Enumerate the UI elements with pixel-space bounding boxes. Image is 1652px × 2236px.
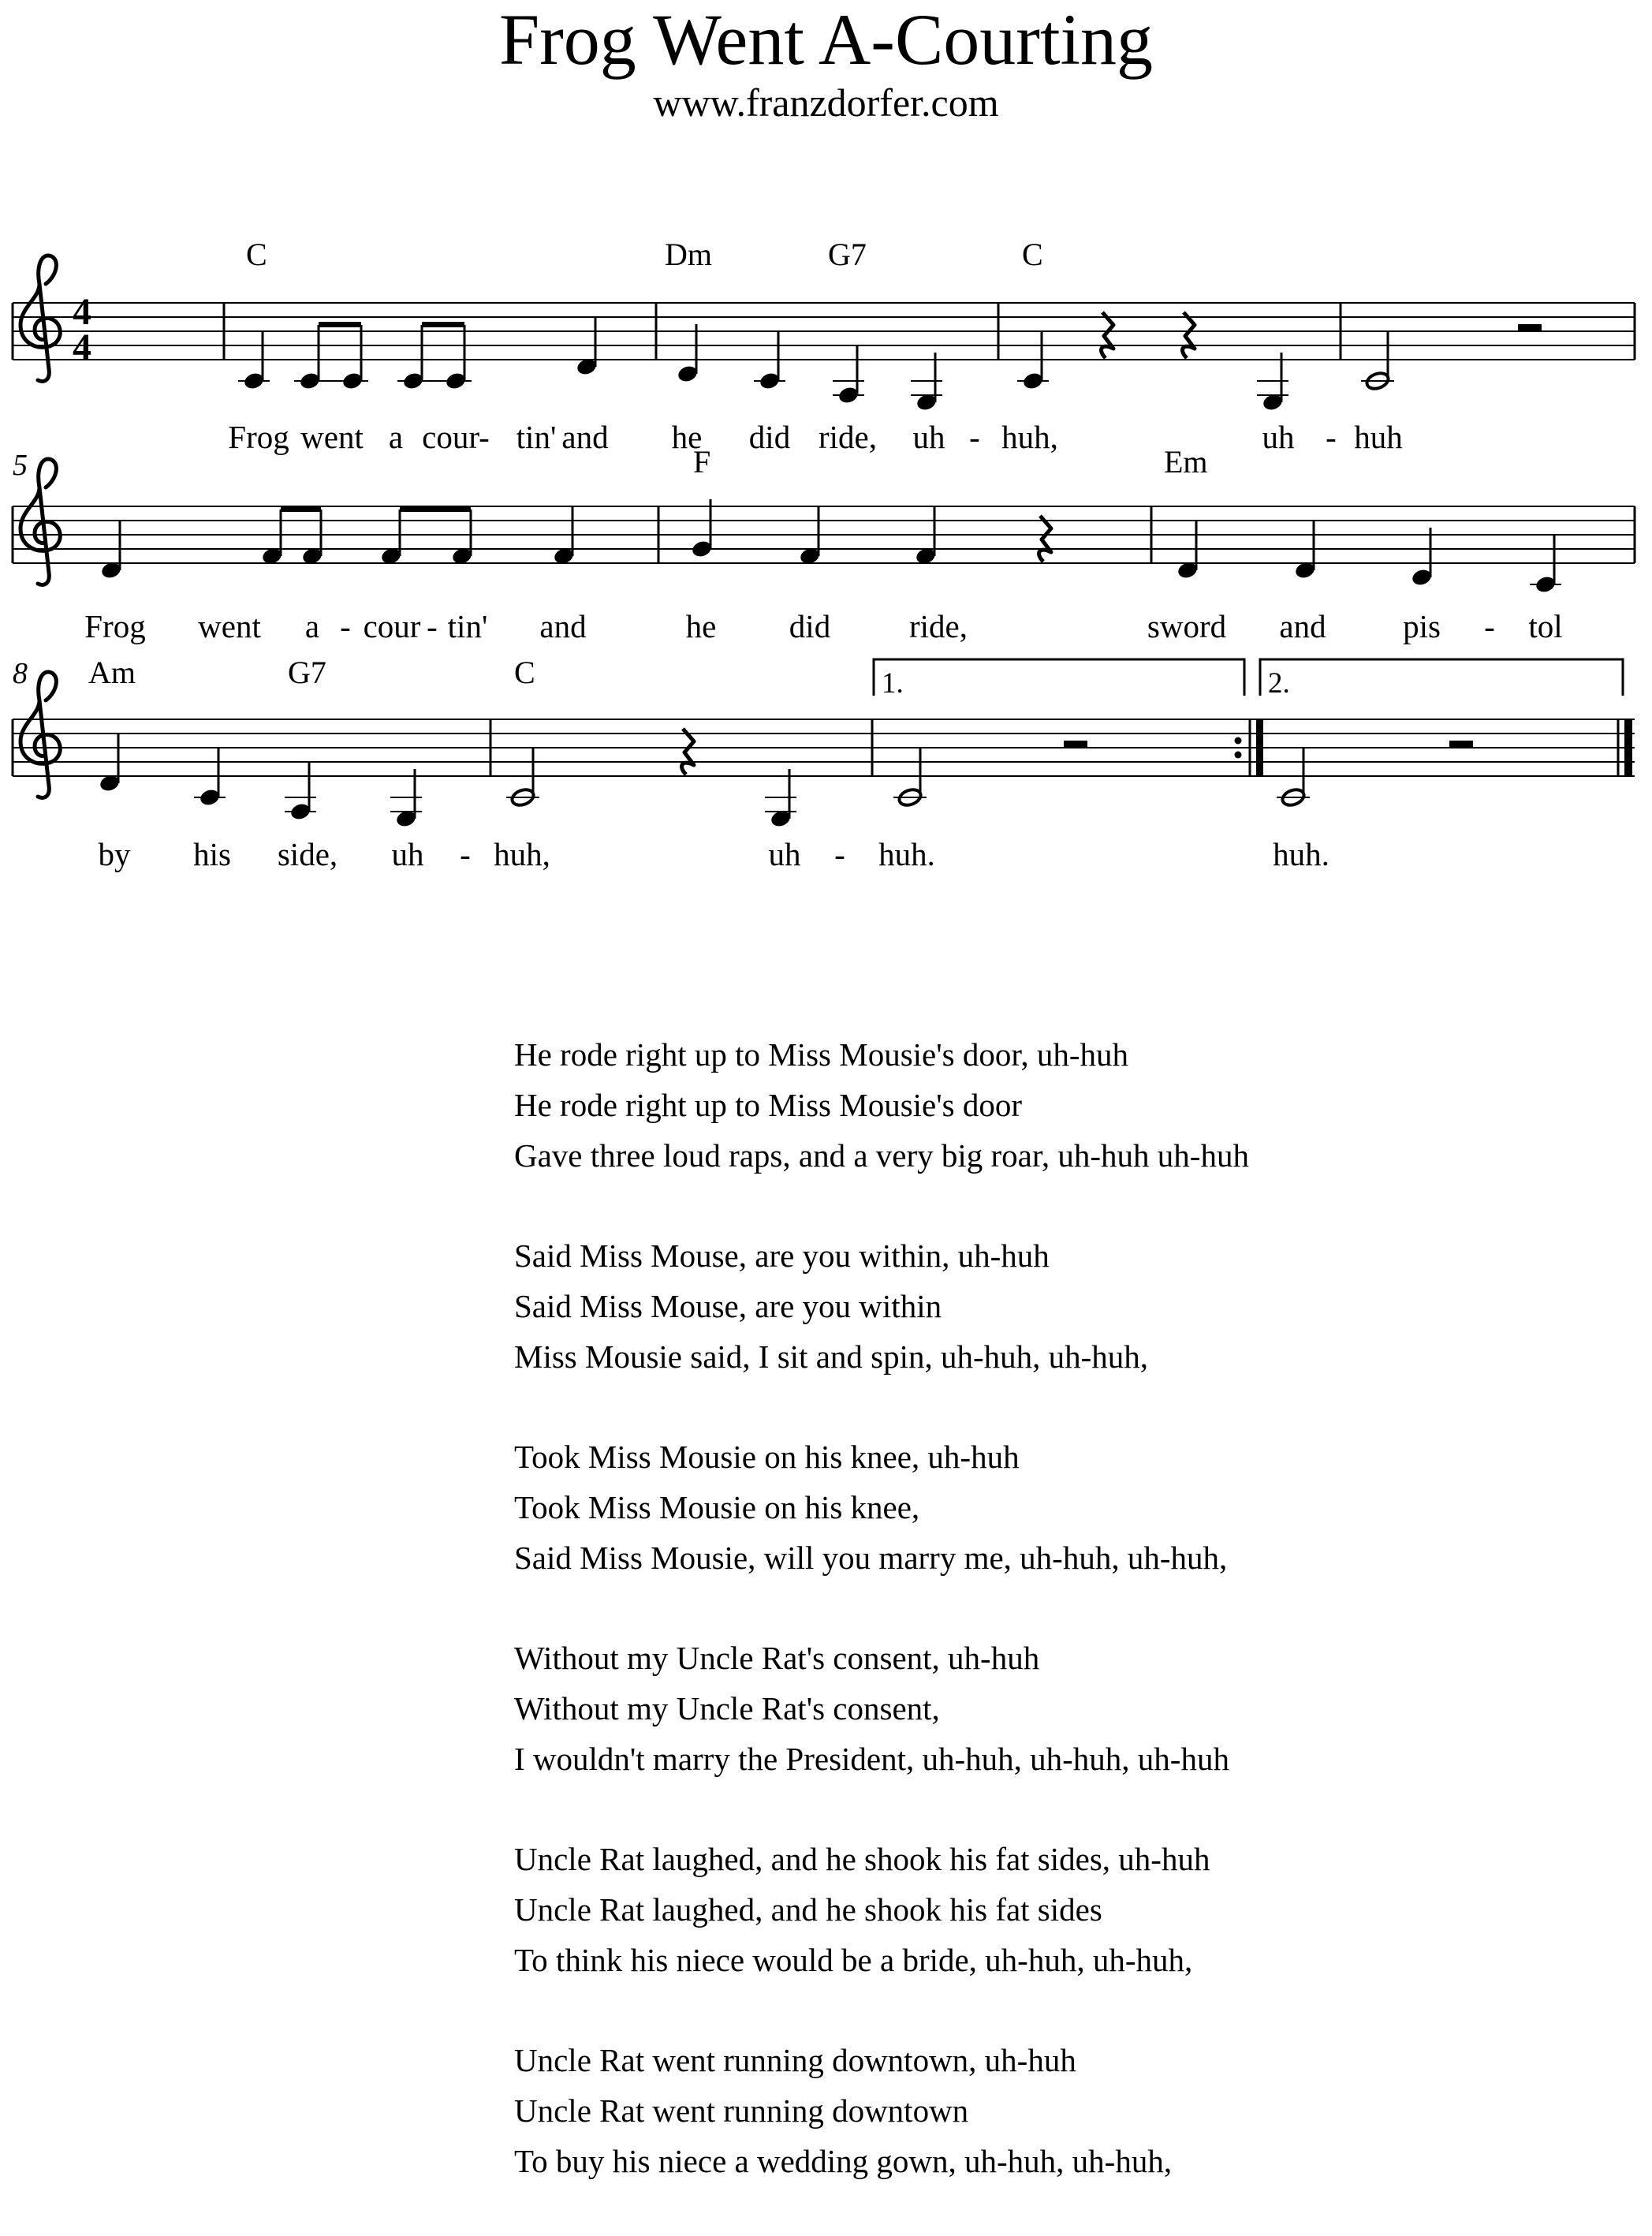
lyric-syllable: - xyxy=(1326,419,1337,455)
verse-line: To think his niece would be a bride, uh-huh, uh-huh, xyxy=(514,1942,1193,1978)
lyric-syllable: - xyxy=(969,419,980,455)
chord-symbol: C xyxy=(246,237,267,272)
time-signature-top: 4 xyxy=(73,291,91,333)
ending-label-1: 1. xyxy=(882,667,904,700)
measure-number: 8 xyxy=(13,657,28,690)
quarter-rest-icon xyxy=(1102,312,1113,358)
notes-measure-2 xyxy=(677,324,942,412)
lyric-syllable: Frog xyxy=(84,608,146,644)
notes-measure-5 xyxy=(100,506,576,580)
notes-measure-1 xyxy=(238,317,598,391)
lyric-syllable: tol xyxy=(1528,608,1563,644)
chord-symbol: Em xyxy=(1164,444,1208,480)
verse-line: Miss Mousie said, I sit and spin, uh-huh, uh-huh, xyxy=(514,1338,1149,1375)
verse-line: Said Miss Mouse, are you within, uh-huh xyxy=(514,1237,1050,1274)
lyric-syllable: uh xyxy=(1262,419,1295,455)
verse-line: I wouldn't marry the President, uh-huh, uh-huh, uh-huh xyxy=(514,1741,1229,1777)
lyric-syllable: uh xyxy=(912,419,945,455)
verse-line: He rode right up to Miss Mousie's door xyxy=(514,1087,1022,1123)
lyric-syllable: sword xyxy=(1147,608,1227,644)
lyric-syllable: did xyxy=(748,419,791,455)
song-title: Frog Went A-Courting xyxy=(498,0,1154,80)
lyric-syllable: huh, xyxy=(1001,419,1058,455)
lyric-syllable: - xyxy=(427,608,438,644)
notes-measure-7 xyxy=(1177,521,1561,595)
quarter-rest-icon xyxy=(1183,312,1195,358)
notes-measure-9 xyxy=(506,729,796,829)
lyric-syllable: and xyxy=(561,419,609,455)
chord-symbol: G7 xyxy=(828,237,867,272)
lyric-syllable: and xyxy=(1279,608,1326,644)
repeat-dot xyxy=(1235,752,1242,759)
measure-number: 5 xyxy=(13,449,28,482)
lyric-syllable: huh xyxy=(1354,419,1403,455)
verse-line: Gave three loud raps, and a very big roar, uh-huh uh-huh xyxy=(514,1137,1249,1174)
verse-6 xyxy=(514,1834,1539,1985)
verse-line: Uncle Rat went running downtown xyxy=(514,2092,969,2129)
additional-verses xyxy=(514,1029,1539,2236)
treble-clef-icon xyxy=(21,672,60,798)
half-rest-icon xyxy=(1064,741,1087,748)
lyric-syllable: - xyxy=(834,836,845,872)
verse-3 xyxy=(514,1230,1539,1382)
quarter-rest-icon xyxy=(682,729,694,775)
lyric-syllable: tin' xyxy=(516,419,557,455)
verse-line: Said Miss Mouse, are you within xyxy=(514,1288,942,1324)
lyric-syllable: huh. xyxy=(1273,836,1329,872)
staff-system-1 xyxy=(13,237,1635,455)
verse-line: He rode right up to Miss Mousie's door, uh-huh xyxy=(514,1036,1128,1073)
half-rest-icon xyxy=(1518,324,1542,331)
lyric-syllable: huh. xyxy=(878,836,935,872)
verse-2 xyxy=(514,1029,1539,1181)
chord-symbol: C xyxy=(1022,237,1043,272)
website-url: www.franzdorfer.com xyxy=(653,80,999,125)
lyric-syllable: uh xyxy=(391,836,424,872)
verse-line: Took Miss Mousie on his knee, uh-huh xyxy=(514,1439,1020,1475)
lyric-syllable: and xyxy=(539,608,587,644)
notes-measure-3 xyxy=(1017,312,1288,412)
verse-line: Uncle Rat went running downtown, uh-huh xyxy=(514,2042,1076,2078)
notes-measure-6 xyxy=(691,499,1051,566)
verse-4 xyxy=(514,1432,1539,1583)
lyric-syllable: tin' xyxy=(447,608,488,644)
notes-measure-10 xyxy=(893,741,1087,808)
notes-measure-11 xyxy=(1277,741,1473,808)
repeat-dot xyxy=(1235,737,1242,745)
repeat-barline-thick xyxy=(1256,719,1263,776)
lyric-syllable: ride, xyxy=(819,419,877,455)
lyric-syllable: pis xyxy=(1403,608,1441,644)
verse-line: Uncle Rat laughed, and he shook his fat sides, uh-huh xyxy=(514,1841,1210,1877)
verse-line: Without my Uncle Rat's consent, uh-huh xyxy=(514,1640,1040,1676)
music-score xyxy=(0,0,1652,931)
chord-symbol: G7 xyxy=(288,655,326,690)
verse-line: Uncle Rat laughed, and he shook his fat sides xyxy=(514,1891,1102,1928)
lyric-syllable: he xyxy=(685,608,717,644)
lyric-syllable: - xyxy=(460,836,471,872)
lyric-syllable: his xyxy=(193,836,231,872)
final-barline xyxy=(1624,719,1632,776)
lyric-syllable: by xyxy=(98,836,131,872)
lyric-syllable: uh xyxy=(768,836,801,872)
treble-clef-icon xyxy=(21,256,60,382)
lyric-syllable: he xyxy=(671,419,703,455)
verse-5 xyxy=(514,1633,1539,1784)
lyric-syllable: cour xyxy=(363,608,421,644)
ending-bracket-2 xyxy=(1260,659,1623,696)
verse-7 xyxy=(514,2035,1539,2186)
chord-symbol: Am xyxy=(88,655,136,690)
lyric-syllable: went xyxy=(198,608,261,644)
lyric-syllable: ride, xyxy=(909,608,968,644)
verse-line: Without my Uncle Rat's consent, xyxy=(514,1690,940,1726)
lyric-syllable: a xyxy=(304,608,320,644)
lyric-syllable: huh, xyxy=(494,836,550,872)
verse-line: Took Miss Mousie on his knee, xyxy=(514,1489,920,1525)
time-signature-bottom: 4 xyxy=(73,327,91,368)
lyric-syllable: did xyxy=(789,608,831,644)
staff-system-2 xyxy=(13,444,1635,644)
lyric-syllable: - xyxy=(340,608,351,644)
lyric-syllable: cour- xyxy=(422,419,490,455)
verse-line: To buy his niece a wedding gown, uh-huh, uh-huh, xyxy=(514,2143,1173,2179)
lyric-syllable: a xyxy=(388,419,404,455)
lyric-syllable: Frog xyxy=(228,419,289,455)
chord-symbol: C xyxy=(514,655,535,690)
half-rest-icon xyxy=(1449,741,1473,748)
lyric-syllable: side, xyxy=(277,836,338,872)
lyric-syllable: went xyxy=(300,419,364,455)
lyric-syllable: - xyxy=(1484,608,1495,644)
staff-system-3 xyxy=(13,655,1635,872)
quarter-rest-icon xyxy=(1039,516,1051,562)
verse-line: Said Miss Mousie, will you marry me, uh-huh, uh-huh, xyxy=(514,1540,1228,1576)
ending-label-2: 2. xyxy=(1268,667,1290,700)
ending-bracket-1 xyxy=(874,659,1244,696)
notes-measure-4 xyxy=(1361,324,1542,391)
chord-symbol: F xyxy=(693,444,711,480)
chord-symbol: Dm xyxy=(665,237,712,272)
